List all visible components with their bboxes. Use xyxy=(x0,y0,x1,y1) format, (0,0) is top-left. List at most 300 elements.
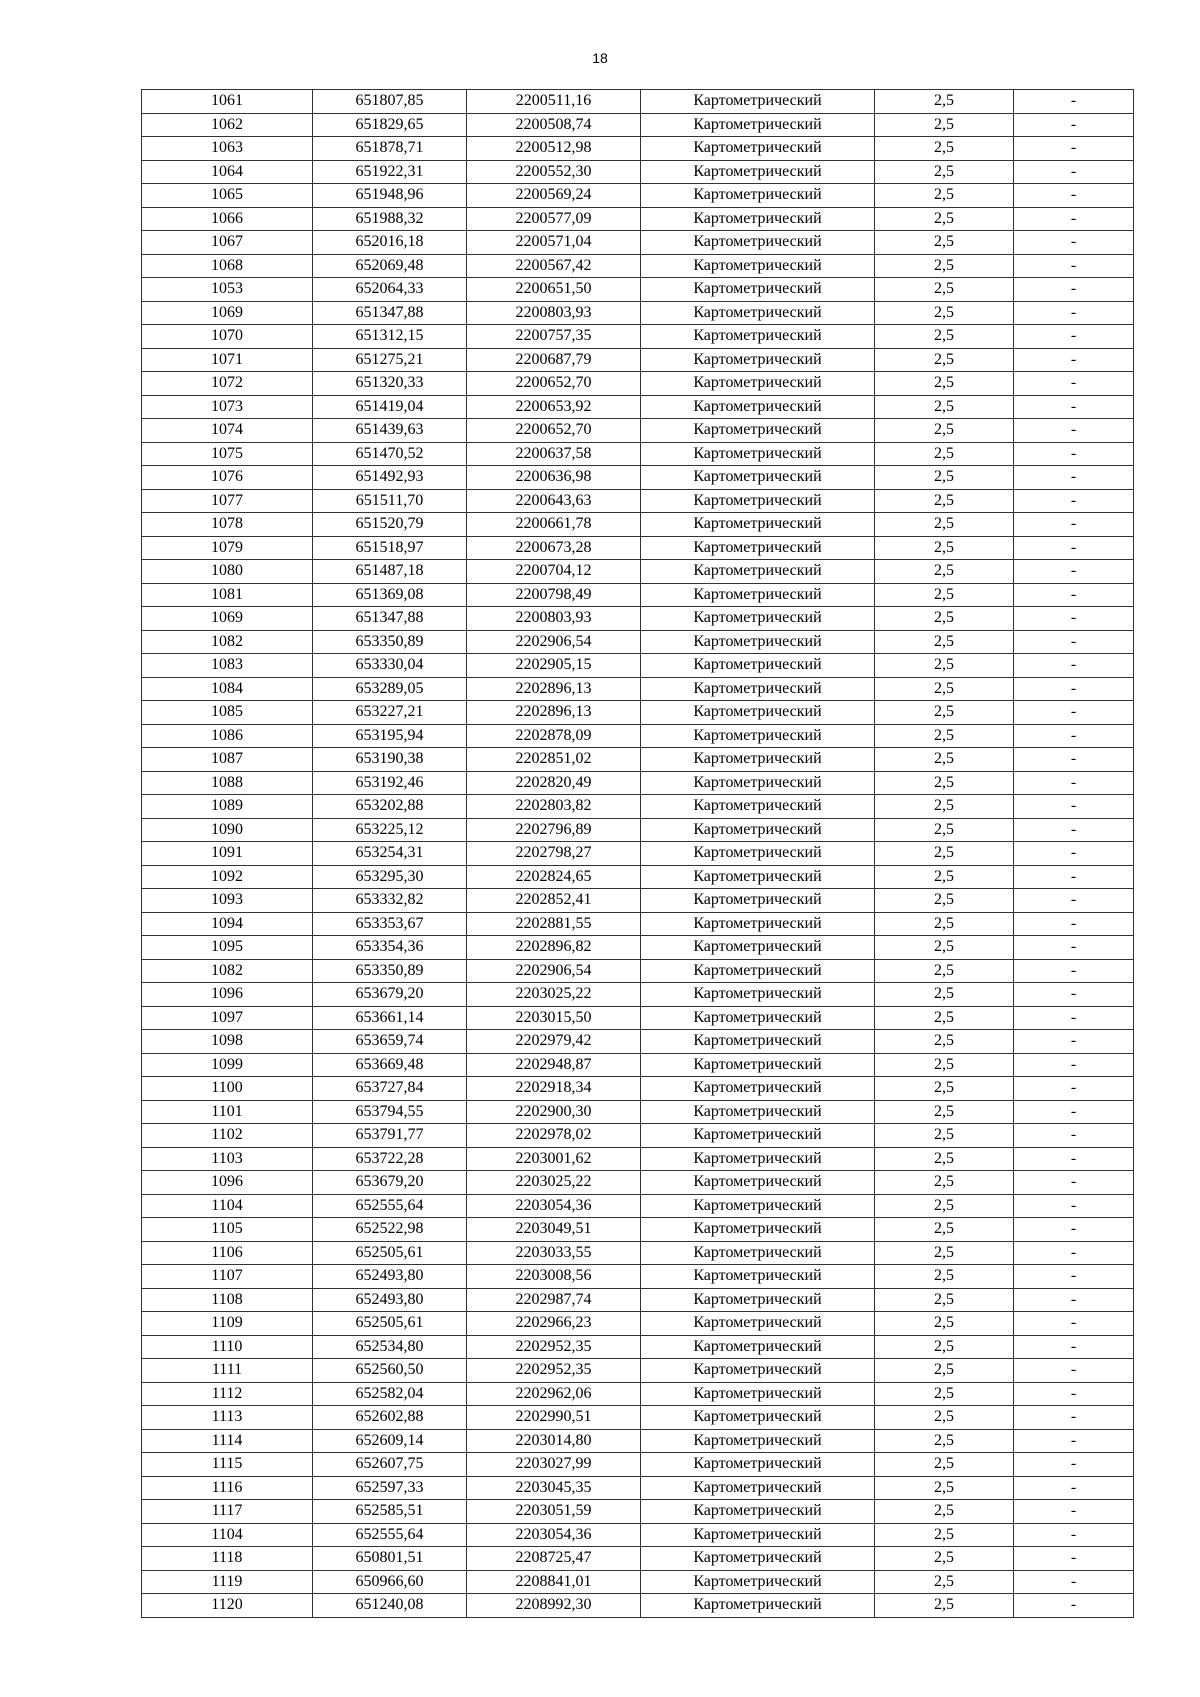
x-coordinate-cell: 653350,89 xyxy=(313,630,467,654)
accuracy-cell: 2,5 xyxy=(875,1406,1014,1430)
y-coordinate-cell: 2202966,23 xyxy=(467,1312,641,1336)
y-coordinate-cell: 2208841,01 xyxy=(467,1570,641,1594)
y-coordinate-cell: 2200661,78 xyxy=(467,513,641,537)
x-coordinate-cell: 652505,61 xyxy=(313,1312,467,1336)
y-coordinate-cell: 2202896,13 xyxy=(467,677,641,701)
y-coordinate-cell: 2202820,49 xyxy=(467,771,641,795)
x-coordinate-cell: 652493,80 xyxy=(313,1265,467,1289)
table-row xyxy=(142,630,1134,654)
description-cell: - xyxy=(1014,466,1134,490)
table-row xyxy=(142,442,1134,466)
x-coordinate-cell: 651240,08 xyxy=(313,1594,467,1618)
accuracy-cell: 2,5 xyxy=(875,1312,1014,1336)
table-row xyxy=(142,560,1134,584)
method-cell: Картометрический xyxy=(641,372,875,396)
table-row xyxy=(142,348,1134,372)
method-cell: Картометрический xyxy=(641,1335,875,1359)
x-coordinate-cell: 653225,12 xyxy=(313,818,467,842)
description-cell: - xyxy=(1014,1547,1134,1571)
table-row xyxy=(142,1429,1134,1453)
table-row xyxy=(142,1053,1134,1077)
point-number-cell: 1100 xyxy=(142,1077,313,1101)
accuracy-cell: 2,5 xyxy=(875,1523,1014,1547)
accuracy-cell: 2,5 xyxy=(875,1476,1014,1500)
accuracy-cell: 2,5 xyxy=(875,654,1014,678)
point-number-cell: 1071 xyxy=(142,348,313,372)
table-row xyxy=(142,325,1134,349)
y-coordinate-cell: 2208992,30 xyxy=(467,1594,641,1618)
point-number-cell: 1120 xyxy=(142,1594,313,1618)
point-number-cell: 1068 xyxy=(142,254,313,278)
accuracy-cell: 2,5 xyxy=(875,301,1014,325)
accuracy-cell: 2,5 xyxy=(875,1006,1014,1030)
table-row xyxy=(142,936,1134,960)
y-coordinate-cell: 2200512,98 xyxy=(467,137,641,161)
description-cell: - xyxy=(1014,748,1134,772)
accuracy-cell: 2,5 xyxy=(875,583,1014,607)
description-cell: - xyxy=(1014,936,1134,960)
y-coordinate-cell: 2202987,74 xyxy=(467,1288,641,1312)
method-cell: Картометрический xyxy=(641,1030,875,1054)
method-cell: Картометрический xyxy=(641,983,875,1007)
point-number-cell: 1116 xyxy=(142,1476,313,1500)
description-cell: - xyxy=(1014,254,1134,278)
accuracy-cell: 2,5 xyxy=(875,160,1014,184)
y-coordinate-cell: 2202962,06 xyxy=(467,1382,641,1406)
table-row xyxy=(142,466,1134,490)
description-cell: - xyxy=(1014,1006,1134,1030)
accuracy-cell: 2,5 xyxy=(875,1359,1014,1383)
method-cell: Картометрический xyxy=(641,842,875,866)
x-coordinate-cell: 653679,20 xyxy=(313,1171,467,1195)
description-cell: - xyxy=(1014,959,1134,983)
accuracy-cell: 2,5 xyxy=(875,254,1014,278)
table-row xyxy=(142,889,1134,913)
point-number-cell: 1092 xyxy=(142,865,313,889)
description-cell: - xyxy=(1014,301,1134,325)
method-cell: Картометрический xyxy=(641,1523,875,1547)
description-cell: - xyxy=(1014,325,1134,349)
table-row xyxy=(142,231,1134,255)
accuracy-cell: 2,5 xyxy=(875,513,1014,537)
table-row xyxy=(142,489,1134,513)
method-cell: Картометрический xyxy=(641,301,875,325)
y-coordinate-cell: 2200643,63 xyxy=(467,489,641,513)
x-coordinate-cell: 653330,04 xyxy=(313,654,467,678)
accuracy-cell: 2,5 xyxy=(875,1100,1014,1124)
x-coordinate-cell: 653353,67 xyxy=(313,912,467,936)
accuracy-cell: 2,5 xyxy=(875,466,1014,490)
table-row xyxy=(142,395,1134,419)
x-coordinate-cell: 653202,88 xyxy=(313,795,467,819)
x-coordinate-cell: 651347,88 xyxy=(313,607,467,631)
table-row xyxy=(142,1335,1134,1359)
table-row xyxy=(142,1006,1134,1030)
description-cell: - xyxy=(1014,1570,1134,1594)
x-coordinate-cell: 652582,04 xyxy=(313,1382,467,1406)
table-row xyxy=(142,90,1134,114)
accuracy-cell: 2,5 xyxy=(875,1453,1014,1477)
accuracy-cell: 2,5 xyxy=(875,489,1014,513)
description-cell: - xyxy=(1014,912,1134,936)
x-coordinate-cell: 653254,31 xyxy=(313,842,467,866)
point-number-cell: 1091 xyxy=(142,842,313,866)
point-number-cell: 1095 xyxy=(142,936,313,960)
y-coordinate-cell: 2202803,82 xyxy=(467,795,641,819)
point-number-cell: 1061 xyxy=(142,90,313,114)
description-cell: - xyxy=(1014,1100,1134,1124)
table-row xyxy=(142,113,1134,137)
description-cell: - xyxy=(1014,419,1134,443)
table-row xyxy=(142,1359,1134,1383)
table-row xyxy=(142,1288,1134,1312)
y-coordinate-cell: 2200798,49 xyxy=(467,583,641,607)
y-coordinate-cell: 2203025,22 xyxy=(467,983,641,1007)
method-cell: Картометрический xyxy=(641,560,875,584)
y-coordinate-cell: 2202906,54 xyxy=(467,630,641,654)
y-coordinate-cell: 2202978,02 xyxy=(467,1124,641,1148)
x-coordinate-cell: 652016,18 xyxy=(313,231,467,255)
coordinates-table xyxy=(141,89,1134,1618)
description-cell: - xyxy=(1014,160,1134,184)
point-number-cell: 1112 xyxy=(142,1382,313,1406)
x-coordinate-cell: 652522,98 xyxy=(313,1218,467,1242)
method-cell: Картометрический xyxy=(641,1453,875,1477)
x-coordinate-cell: 653190,38 xyxy=(313,748,467,772)
point-number-cell: 1089 xyxy=(142,795,313,819)
accuracy-cell: 2,5 xyxy=(875,630,1014,654)
accuracy-cell: 2,5 xyxy=(875,278,1014,302)
x-coordinate-cell: 651511,70 xyxy=(313,489,467,513)
accuracy-cell: 2,5 xyxy=(875,113,1014,137)
point-number-cell: 1076 xyxy=(142,466,313,490)
description-cell: - xyxy=(1014,724,1134,748)
description-cell: - xyxy=(1014,1500,1134,1524)
accuracy-cell: 2,5 xyxy=(875,889,1014,913)
method-cell: Картометрический xyxy=(641,137,875,161)
accuracy-cell: 2,5 xyxy=(875,1382,1014,1406)
accuracy-cell: 2,5 xyxy=(875,1547,1014,1571)
description-cell: - xyxy=(1014,1335,1134,1359)
table-row xyxy=(142,1594,1134,1618)
x-coordinate-cell: 652069,48 xyxy=(313,254,467,278)
y-coordinate-cell: 2200636,98 xyxy=(467,466,641,490)
table-row xyxy=(142,1265,1134,1289)
table-row xyxy=(142,1406,1134,1430)
method-cell: Картометрический xyxy=(641,1382,875,1406)
accuracy-cell: 2,5 xyxy=(875,90,1014,114)
y-coordinate-cell: 2202796,89 xyxy=(467,818,641,842)
accuracy-cell: 2,5 xyxy=(875,1241,1014,1265)
point-number-cell: 1118 xyxy=(142,1547,313,1571)
method-cell: Картометрический xyxy=(641,207,875,231)
x-coordinate-cell: 650801,51 xyxy=(313,1547,467,1571)
accuracy-cell: 2,5 xyxy=(875,1335,1014,1359)
accuracy-cell: 2,5 xyxy=(875,184,1014,208)
accuracy-cell: 2,5 xyxy=(875,536,1014,560)
x-coordinate-cell: 652585,51 xyxy=(313,1500,467,1524)
table-row xyxy=(142,818,1134,842)
method-cell: Картометрический xyxy=(641,1077,875,1101)
description-cell: - xyxy=(1014,1147,1134,1171)
method-cell: Картометрический xyxy=(641,865,875,889)
method-cell: Картометрический xyxy=(641,1053,875,1077)
point-number-cell: 1078 xyxy=(142,513,313,537)
y-coordinate-cell: 2200508,74 xyxy=(467,113,641,137)
accuracy-cell: 2,5 xyxy=(875,936,1014,960)
y-coordinate-cell: 2200552,30 xyxy=(467,160,641,184)
page-number: 18 xyxy=(592,50,608,66)
x-coordinate-cell: 653727,84 xyxy=(313,1077,467,1101)
point-number-cell: 1103 xyxy=(142,1147,313,1171)
method-cell: Картометрический xyxy=(641,795,875,819)
y-coordinate-cell: 2202952,35 xyxy=(467,1359,641,1383)
y-coordinate-cell: 2200577,09 xyxy=(467,207,641,231)
accuracy-cell: 2,5 xyxy=(875,231,1014,255)
x-coordinate-cell: 653289,05 xyxy=(313,677,467,701)
method-cell: Картометрический xyxy=(641,1006,875,1030)
description-cell: - xyxy=(1014,1359,1134,1383)
y-coordinate-cell: 2200652,70 xyxy=(467,372,641,396)
point-number-cell: 1094 xyxy=(142,912,313,936)
description-cell: - xyxy=(1014,1453,1134,1477)
method-cell: Картометрический xyxy=(641,630,875,654)
y-coordinate-cell: 2202905,15 xyxy=(467,654,641,678)
table-row xyxy=(142,1476,1134,1500)
x-coordinate-cell: 652560,50 xyxy=(313,1359,467,1383)
y-coordinate-cell: 2202824,65 xyxy=(467,865,641,889)
point-number-cell: 1113 xyxy=(142,1406,313,1430)
description-cell: - xyxy=(1014,1218,1134,1242)
point-number-cell: 1096 xyxy=(142,1171,313,1195)
method-cell: Картометрический xyxy=(641,419,875,443)
table-row xyxy=(142,137,1134,161)
y-coordinate-cell: 2202948,87 xyxy=(467,1053,641,1077)
point-number-cell: 1083 xyxy=(142,654,313,678)
accuracy-cell: 2,5 xyxy=(875,865,1014,889)
table-row xyxy=(142,1171,1134,1195)
point-number-cell: 1073 xyxy=(142,395,313,419)
method-cell: Картометрический xyxy=(641,160,875,184)
method-cell: Картометрический xyxy=(641,466,875,490)
x-coordinate-cell: 651312,15 xyxy=(313,325,467,349)
table-row xyxy=(142,795,1134,819)
point-number-cell: 1107 xyxy=(142,1265,313,1289)
description-cell: - xyxy=(1014,90,1134,114)
point-number-cell: 1077 xyxy=(142,489,313,513)
point-number-cell: 1088 xyxy=(142,771,313,795)
description-cell: - xyxy=(1014,1382,1134,1406)
table-row xyxy=(142,1241,1134,1265)
point-number-cell: 1102 xyxy=(142,1124,313,1148)
method-cell: Картометрический xyxy=(641,1500,875,1524)
x-coordinate-cell: 653332,82 xyxy=(313,889,467,913)
table-row xyxy=(142,701,1134,725)
x-coordinate-cell: 651275,21 xyxy=(313,348,467,372)
x-coordinate-cell: 650966,60 xyxy=(313,1570,467,1594)
point-number-cell: 1087 xyxy=(142,748,313,772)
y-coordinate-cell: 2203054,36 xyxy=(467,1194,641,1218)
table-row xyxy=(142,1500,1134,1524)
method-cell: Картометрический xyxy=(641,90,875,114)
y-coordinate-cell: 2202990,51 xyxy=(467,1406,641,1430)
method-cell: Картометрический xyxy=(641,1312,875,1336)
method-cell: Картометрический xyxy=(641,536,875,560)
point-number-cell: 1119 xyxy=(142,1570,313,1594)
method-cell: Картометрический xyxy=(641,771,875,795)
point-number-cell: 1064 xyxy=(142,160,313,184)
y-coordinate-cell: 2200653,92 xyxy=(467,395,641,419)
point-number-cell: 1069 xyxy=(142,301,313,325)
description-cell: - xyxy=(1014,278,1134,302)
method-cell: Картометрический xyxy=(641,607,875,631)
y-coordinate-cell: 2200637,58 xyxy=(467,442,641,466)
method-cell: Картометрический xyxy=(641,395,875,419)
accuracy-cell: 2,5 xyxy=(875,795,1014,819)
x-coordinate-cell: 653195,94 xyxy=(313,724,467,748)
table-row xyxy=(142,1194,1134,1218)
method-cell: Картометрический xyxy=(641,1241,875,1265)
point-number-cell: 1115 xyxy=(142,1453,313,1477)
y-coordinate-cell: 2203054,36 xyxy=(467,1523,641,1547)
description-cell: - xyxy=(1014,607,1134,631)
accuracy-cell: 2,5 xyxy=(875,348,1014,372)
point-number-cell: 1093 xyxy=(142,889,313,913)
x-coordinate-cell: 651948,96 xyxy=(313,184,467,208)
table-row xyxy=(142,184,1134,208)
point-number-cell: 1085 xyxy=(142,701,313,725)
point-number-cell: 1074 xyxy=(142,419,313,443)
table-row xyxy=(142,160,1134,184)
method-cell: Картометрический xyxy=(641,513,875,537)
table-row xyxy=(142,583,1134,607)
method-cell: Картометрический xyxy=(641,1147,875,1171)
point-number-cell: 1079 xyxy=(142,536,313,560)
y-coordinate-cell: 2203014,80 xyxy=(467,1429,641,1453)
y-coordinate-cell: 2203008,56 xyxy=(467,1265,641,1289)
x-coordinate-cell: 653354,36 xyxy=(313,936,467,960)
point-number-cell: 1117 xyxy=(142,1500,313,1524)
method-cell: Картометрический xyxy=(641,325,875,349)
method-cell: Картометрический xyxy=(641,818,875,842)
accuracy-cell: 2,5 xyxy=(875,818,1014,842)
method-cell: Картометрический xyxy=(641,442,875,466)
point-number-cell: 1090 xyxy=(142,818,313,842)
table-row xyxy=(142,1100,1134,1124)
method-cell: Картометрический xyxy=(641,254,875,278)
accuracy-cell: 2,5 xyxy=(875,419,1014,443)
description-cell: - xyxy=(1014,1030,1134,1054)
table-row xyxy=(142,1453,1134,1477)
y-coordinate-cell: 2200567,42 xyxy=(467,254,641,278)
x-coordinate-cell: 651829,65 xyxy=(313,113,467,137)
method-cell: Картометрический xyxy=(641,1265,875,1289)
accuracy-cell: 2,5 xyxy=(875,1147,1014,1171)
accuracy-cell: 2,5 xyxy=(875,677,1014,701)
accuracy-cell: 2,5 xyxy=(875,560,1014,584)
table-row xyxy=(142,1547,1134,1571)
y-coordinate-cell: 2200803,93 xyxy=(467,301,641,325)
y-coordinate-cell: 2202881,55 xyxy=(467,912,641,936)
x-coordinate-cell: 653661,14 xyxy=(313,1006,467,1030)
method-cell: Картометрический xyxy=(641,1359,875,1383)
x-coordinate-cell: 651988,32 xyxy=(313,207,467,231)
description-cell: - xyxy=(1014,842,1134,866)
description-cell: - xyxy=(1014,348,1134,372)
point-number-cell: 1062 xyxy=(142,113,313,137)
x-coordinate-cell: 651807,85 xyxy=(313,90,467,114)
method-cell: Картометрический xyxy=(641,1100,875,1124)
table-body xyxy=(142,90,1134,1618)
accuracy-cell: 2,5 xyxy=(875,959,1014,983)
table-row xyxy=(142,1124,1134,1148)
method-cell: Картометрический xyxy=(641,724,875,748)
table-row xyxy=(142,771,1134,795)
description-cell: - xyxy=(1014,865,1134,889)
x-coordinate-cell: 653679,20 xyxy=(313,983,467,1007)
accuracy-cell: 2,5 xyxy=(875,1500,1014,1524)
y-coordinate-cell: 2200571,04 xyxy=(467,231,641,255)
method-cell: Картометрический xyxy=(641,1218,875,1242)
point-number-cell: 1104 xyxy=(142,1523,313,1547)
x-coordinate-cell: 651487,18 xyxy=(313,560,467,584)
y-coordinate-cell: 2200704,12 xyxy=(467,560,641,584)
table-row xyxy=(142,912,1134,936)
point-number-cell: 1065 xyxy=(142,184,313,208)
accuracy-cell: 2,5 xyxy=(875,1570,1014,1594)
y-coordinate-cell: 2200757,35 xyxy=(467,325,641,349)
accuracy-cell: 2,5 xyxy=(875,207,1014,231)
method-cell: Картометрический xyxy=(641,748,875,772)
description-cell: - xyxy=(1014,1476,1134,1500)
point-number-cell: 1097 xyxy=(142,1006,313,1030)
accuracy-cell: 2,5 xyxy=(875,1429,1014,1453)
accuracy-cell: 2,5 xyxy=(875,842,1014,866)
description-cell: - xyxy=(1014,184,1134,208)
x-coordinate-cell: 651878,71 xyxy=(313,137,467,161)
x-coordinate-cell: 653350,89 xyxy=(313,959,467,983)
method-cell: Картометрический xyxy=(641,889,875,913)
method-cell: Картометрический xyxy=(641,348,875,372)
method-cell: Картометрический xyxy=(641,278,875,302)
y-coordinate-cell: 2203049,51 xyxy=(467,1218,641,1242)
y-coordinate-cell: 2208725,47 xyxy=(467,1547,641,1571)
y-coordinate-cell: 2200569,24 xyxy=(467,184,641,208)
description-cell: - xyxy=(1014,677,1134,701)
description-cell: - xyxy=(1014,395,1134,419)
description-cell: - xyxy=(1014,1312,1134,1336)
point-number-cell: 1080 xyxy=(142,560,313,584)
x-coordinate-cell: 651419,04 xyxy=(313,395,467,419)
accuracy-cell: 2,5 xyxy=(875,912,1014,936)
y-coordinate-cell: 2200687,79 xyxy=(467,348,641,372)
point-number-cell: 1104 xyxy=(142,1194,313,1218)
description-cell: - xyxy=(1014,513,1134,537)
accuracy-cell: 2,5 xyxy=(875,1288,1014,1312)
description-cell: - xyxy=(1014,654,1134,678)
accuracy-cell: 2,5 xyxy=(875,1124,1014,1148)
method-cell: Картометрический xyxy=(641,1476,875,1500)
accuracy-cell: 2,5 xyxy=(875,325,1014,349)
point-number-cell: 1086 xyxy=(142,724,313,748)
x-coordinate-cell: 653295,30 xyxy=(313,865,467,889)
point-number-cell: 1098 xyxy=(142,1030,313,1054)
y-coordinate-cell: 2202852,41 xyxy=(467,889,641,913)
method-cell: Картометрический xyxy=(641,654,875,678)
x-coordinate-cell: 653794,55 xyxy=(313,1100,467,1124)
description-cell: - xyxy=(1014,442,1134,466)
table-row xyxy=(142,536,1134,560)
